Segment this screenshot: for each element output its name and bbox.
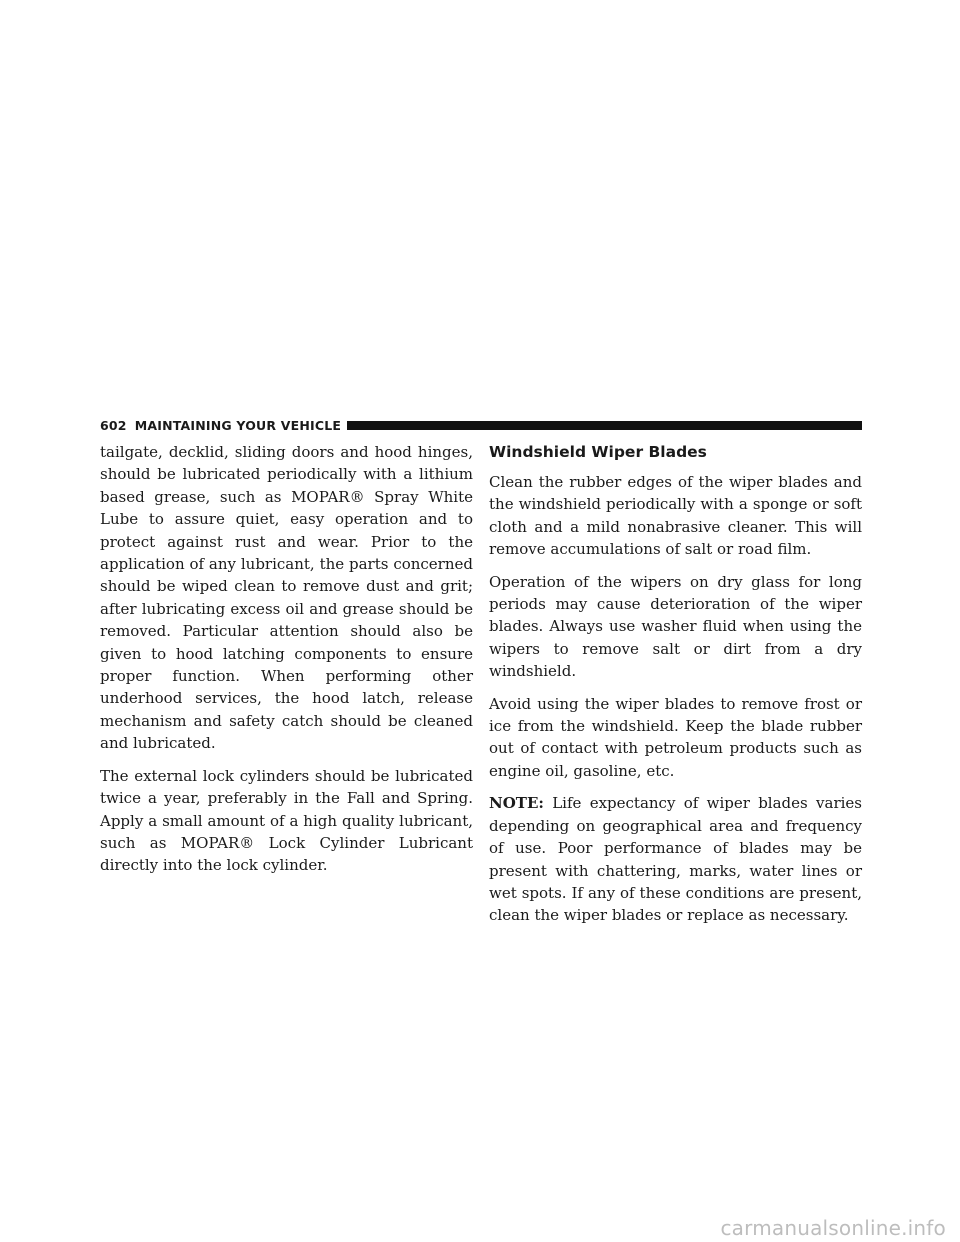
left-column bbox=[100, 441, 473, 887]
watermark: carmanualsonline.info bbox=[720, 1216, 946, 1240]
right-column bbox=[489, 441, 862, 937]
wiper-blades-heading: Windshield Wiper Blades bbox=[489, 443, 707, 461]
wiper-cleaning-paragraph: Clean the rubber edges of the wiper blades and the windshield periodically with a sponge or soft cloth and a mild nonabrasive cleaner. This will remove accumulations of salt or road film. bbox=[489, 473, 862, 559]
note-paragraph bbox=[489, 792, 862, 926]
dry-glass-paragraph: Operation of the wipers on dry glass for long periods may cause deterioration of the wiper blades. Always use washer fluid when using the wipers to remove salt or dirt from a dry windshield. bbox=[489, 572, 862, 681]
lubrication-paragraph: tailgate, decklid, sliding doors and hood hinges, should be lubricated periodically with a lithium based grease, such as MOPAR® Spray White Lube to assure quiet, easy operation and to protect against rust and wear. Prior to the application of any lubricant, the parts concerned should be wiped clean to remove dust and grit; after lubricating excess oil and grease should be removed. Particular attention should also be given to hood latching components to ensure proper function. When performing other underhood services, the hood latch, release mechanism and safety catch should be cleaned and lubricated. bbox=[100, 443, 473, 753]
page-header bbox=[100, 417, 862, 433]
section-title: MAINTAINING YOUR VEHICLE bbox=[134, 417, 342, 433]
page-number: 602 bbox=[100, 417, 127, 433]
lock-cylinder-paragraph: The external lock cylinders should be lubricated twice a year, preferably in the Fall and Spring. Apply a small amount of a high quality lubricant, such as MOPAR® Lock Cylinder Lubricant directly into the lock cylinder. bbox=[100, 766, 473, 875]
note-text: Life expectancy of wiper blades varies depending on geographical area and frequency of use. Poor performance of blades may be present with chattering, marks, water lines or wet spots. If any of these conditions are present, clean the wiper blades or replace as necessary. bbox=[489, 794, 862, 925]
frost-ice-paragraph: Avoid using the wiper blades to remove frost or ice from the windshield. Keep the blade rubber out of contact with petroleum products such as engine oil, gasoline, etc. bbox=[489, 694, 862, 780]
note-label: NOTE: bbox=[489, 794, 544, 813]
header-rule bbox=[347, 421, 862, 430]
